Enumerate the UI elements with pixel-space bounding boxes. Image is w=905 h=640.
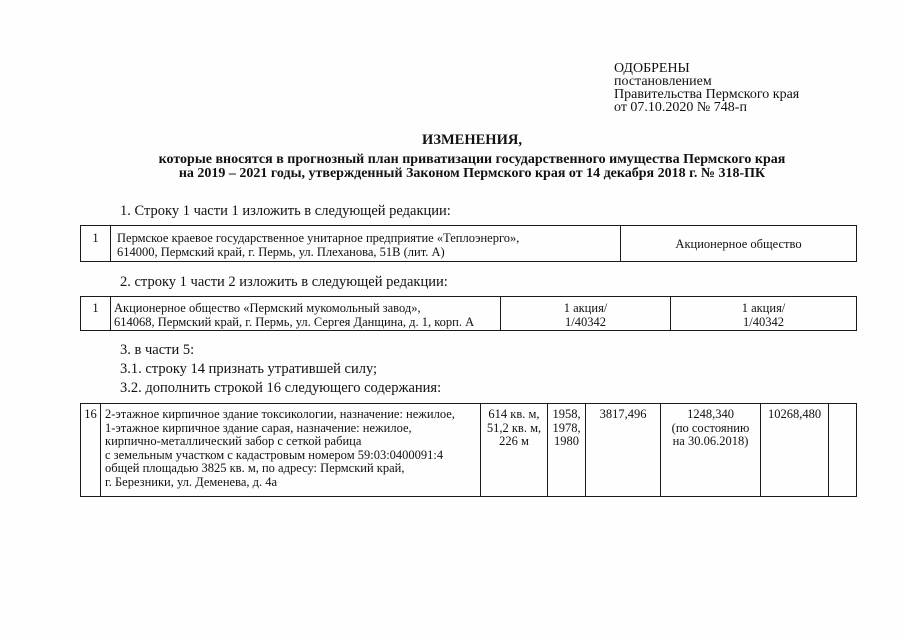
- legal-form-cell: Акционерное общество: [621, 226, 857, 262]
- subtitle-line: на 2019 – 2021 годы, утвержденный Законом Пермского края от 14 декабря 2018 г. № 318-ПК: [178, 166, 766, 181]
- area-line: 51,2 кв. м,: [486, 420, 542, 435]
- shares-line: 1/40342: [743, 315, 784, 329]
- description-line: 614000, Пермский край, г. Пермь, ул. Плеханова, 51В (лит. А): [117, 245, 445, 259]
- description-line: г. Березники, ул. Деменева, д. 4а: [105, 474, 278, 489]
- year-line: 1958,: [552, 407, 581, 421]
- table-row: [81, 226, 857, 262]
- value-3-cell: 10268,480: [761, 404, 829, 497]
- year-line: 1978,: [552, 420, 581, 435]
- area-line: 226 м: [499, 434, 529, 449]
- row-number-cell: 1: [81, 226, 111, 262]
- description-line: 1-этажное кирпичное здание сарая, назначение: нежилое,: [105, 420, 412, 435]
- item-3-table: [80, 403, 857, 497]
- item-3-1-text: 3.1. строку 14 признать утратившей силу;: [120, 361, 378, 377]
- document-subtitle: [80, 153, 864, 181]
- empty-cell: [829, 404, 857, 497]
- description-line: кирпично-металлический забор с сеткой рабица: [105, 434, 362, 449]
- row-number-cell: 16: [81, 404, 101, 497]
- years-cell: [548, 404, 586, 497]
- description-line: 614068, Пермский край, г. Пермь, ул. Сергея Данщина, д. 1, корп. А: [114, 315, 475, 329]
- value-2-line: на 30.06.2018): [672, 434, 749, 449]
- shares-line: 1 акция/: [563, 301, 608, 315]
- description-cell: [111, 226, 621, 262]
- approval-line: Правительства Пермского края: [614, 87, 800, 102]
- value-2-line: 1248,340: [687, 407, 734, 421]
- shares-cell: [501, 297, 671, 331]
- description-line: Пермское краевое государственное унитарное предприятие «Теплоэнерго»,: [117, 231, 520, 245]
- approval-block: [614, 62, 799, 114]
- shares-cell: [671, 297, 857, 331]
- approval-line: постановлением: [614, 74, 712, 89]
- row-number-cell: 1: [81, 297, 111, 331]
- approval-status: ОДОБРЕНЫ: [614, 61, 690, 76]
- value-2-cell: [661, 404, 761, 497]
- table-row: [81, 297, 857, 331]
- subtitle-line: которые вносятся в прогнозный план приватизации государственного имущества Пермского края: [158, 152, 786, 167]
- description-cell: [101, 404, 481, 497]
- description-line: с земельным участком с кадастровым номером 59:03:0400091:4: [105, 447, 444, 462]
- description-line: общей площадью 3825 кв. м, по адресу: Пермский край,: [105, 461, 405, 476]
- item-1-text: 1. Строку 1 части 1 изложить в следующей редакции:: [120, 203, 451, 219]
- area-cell: [481, 404, 548, 497]
- document-title: ИЗМЕНЕНИЯ,: [422, 132, 522, 148]
- item-3-text: 3. в части 5:: [120, 342, 195, 358]
- value-2-line: (по состоянию: [671, 420, 750, 435]
- approval-date-number: от 07.10.2020 № 748-п: [614, 100, 747, 115]
- table-row: [81, 404, 857, 497]
- description-cell: [111, 297, 501, 331]
- description-line: Акционерное общество «Пермский мукомольный завод»,: [114, 301, 421, 315]
- description-line: 2-этажное кирпичное здание токсикологии, назначение: нежилое,: [105, 407, 455, 421]
- item-1-table: [80, 225, 857, 262]
- year-line: 1980: [554, 434, 579, 449]
- item-2-table: [80, 296, 857, 331]
- shares-line: 1/40342: [565, 315, 606, 329]
- shares-line: 1 акция/: [741, 301, 786, 315]
- value-1-cell: 3817,496: [586, 404, 661, 497]
- area-line: 614 кв. м,: [488, 407, 540, 421]
- item-3-2-text: 3.2. дополнить строкой 16 следующего содержания:: [120, 380, 442, 396]
- item-2-text: 2. строку 1 части 2 изложить в следующей редакции:: [120, 274, 448, 290]
